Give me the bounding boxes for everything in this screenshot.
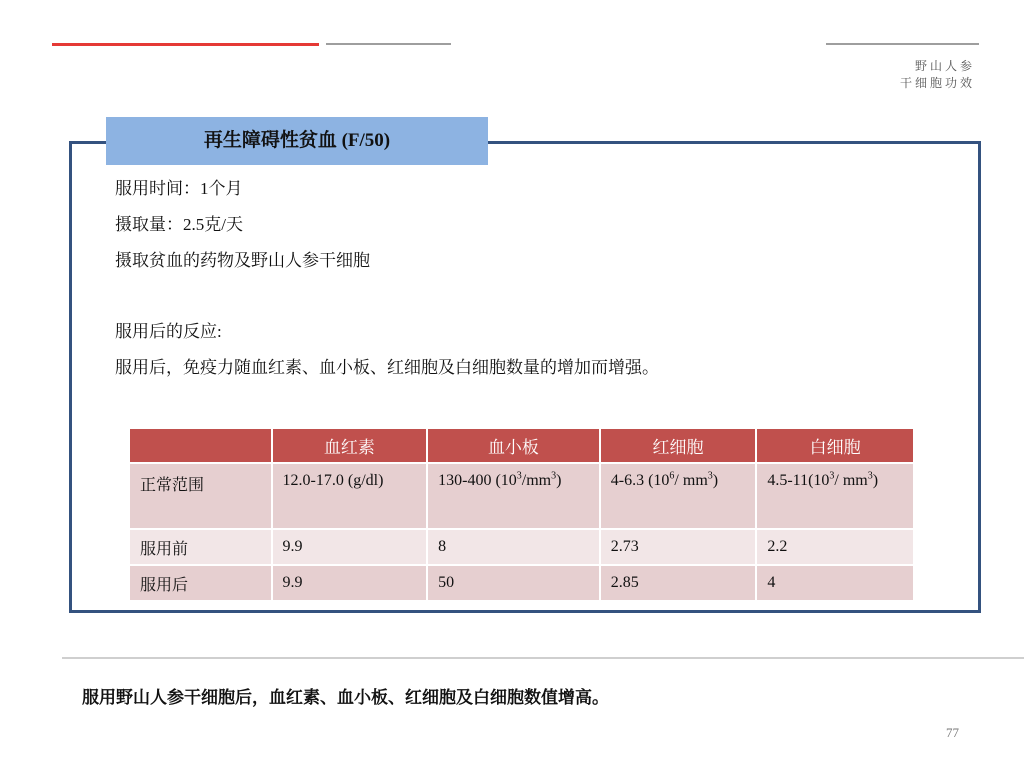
section-title: 再生障碍性贫血 (F/50) <box>106 117 488 165</box>
accent-line-red <box>52 43 319 46</box>
cell-wbc: 4 <box>756 565 914 601</box>
cell-hemoglobin: 9.9 <box>272 565 428 601</box>
cell-platelet: 50 <box>427 565 600 601</box>
table-row <box>129 565 914 601</box>
conclusion-text: 服用野山人参干细胞后，血红素、血小板、红细胞及白细胞数值增高。 <box>82 688 609 707</box>
cell-wbc: $4.5-11(10^3/$ $mm^3$) <box>756 463 914 529</box>
cell-rbc: 2.85 <box>600 565 757 601</box>
corner-line-gray <box>826 43 979 45</box>
cell-hemoglobin: 12.0-17.0 (g/dl) <box>272 463 428 529</box>
header-platelet: 血小板 <box>427 428 600 463</box>
cell-rbc: 4-6.3 ($10^6/$ $mm^3$) <box>600 463 757 529</box>
table-row <box>129 463 914 529</box>
blood-count-table <box>128 427 915 602</box>
table-row <box>129 529 914 565</box>
cell-hemoglobin: 9.9 <box>272 529 428 565</box>
corner-title <box>900 58 975 92</box>
reaction-heading: 服用后的反应: <box>115 322 222 341</box>
row-label: 服用后 <box>129 565 272 601</box>
header-rbc: 红细胞 <box>600 428 757 463</box>
intake-text: 摄取贫血的药物及野山人参干细胞 <box>115 251 370 270</box>
row-label: 服用前 <box>129 529 272 565</box>
header-wbc: 白细胞 <box>756 428 914 463</box>
bottom-divider <box>62 657 1024 659</box>
cell-wbc: 2.2 <box>756 529 914 565</box>
table-header-row <box>129 428 914 463</box>
accent-line-gray <box>326 43 451 45</box>
cell-platelet: 8 <box>427 529 600 565</box>
header-hemoglobin: 血红素 <box>272 428 428 463</box>
corner-title-line2: 干细胞功效 <box>899 76 975 90</box>
cell-platelet: 130-400 $(10^3/mm^3)$ <box>427 463 600 529</box>
duration-text: 服用时间：1个月 <box>115 179 243 198</box>
page-number: 77 <box>946 725 959 740</box>
dosage-text: 摄取量：2.5克/天 <box>115 215 243 234</box>
corner-title-line1: 野山人参 <box>914 59 975 73</box>
cell-rbc: 2.73 <box>600 529 757 565</box>
row-label: 正常范围 <box>129 463 272 529</box>
reaction-text: 服用后，免疫力随血红素、血小板、红细胞及白细胞数量的增加而增强。 <box>115 358 659 377</box>
header-empty <box>129 428 272 463</box>
